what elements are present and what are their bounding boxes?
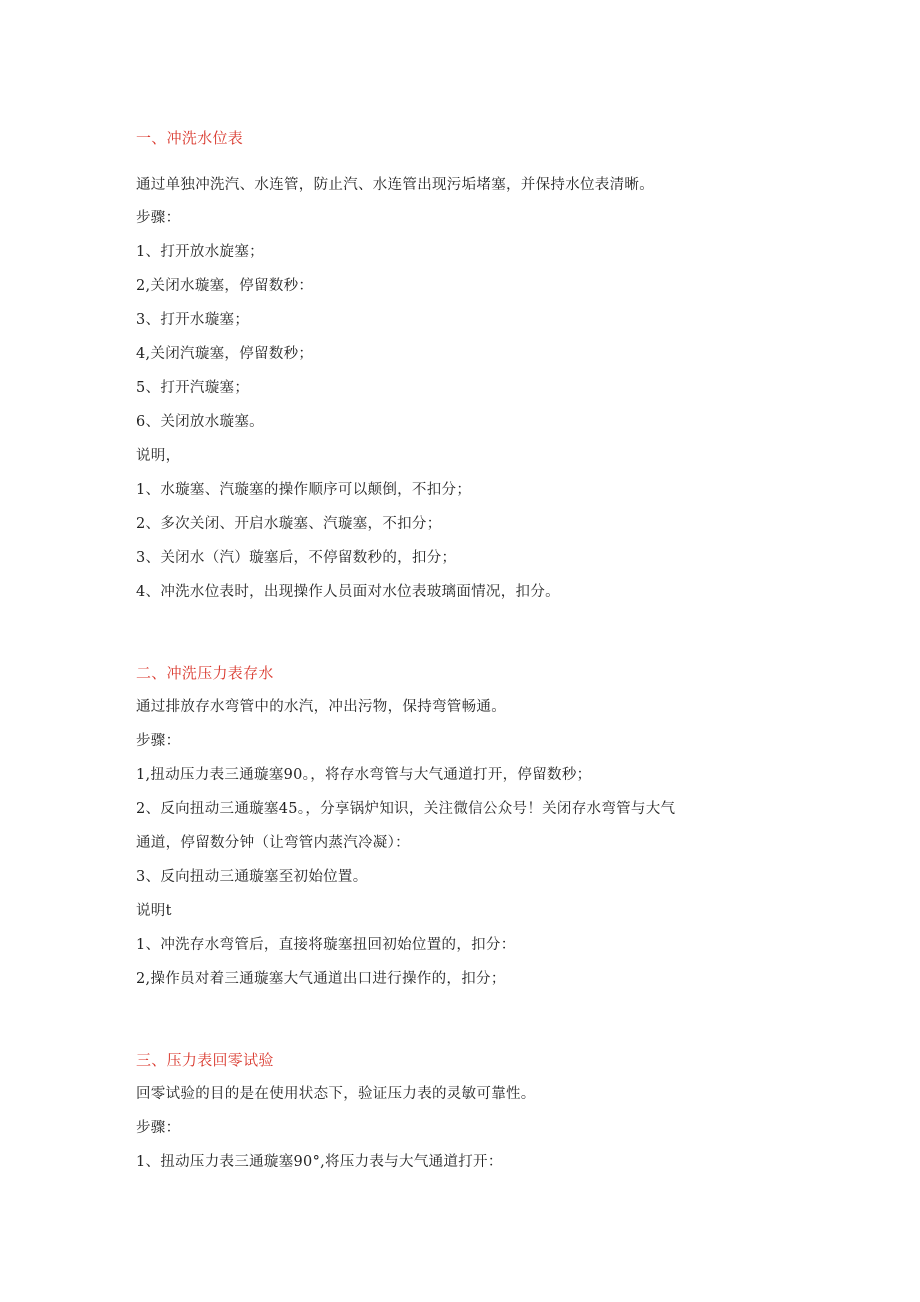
section-1-step: 2,关闭水璇塞，停留数秒： [136,278,314,294]
section-1-step: 4,关闭汽璇塞，停留数秒； [136,346,314,362]
section-2-step: 2、反向扭动三通璇塞45。，分享锅炉知识，关注微信公众号！关闭存水弯管与大气 [136,801,676,817]
section-3-heading: 三、压力表回零试验 [136,1051,274,1069]
section-3-steps-label: 步骤： [136,1120,181,1136]
section-3-intro: 回零试验的目的是在使用状态下，验证压力表的灵敏可靠性。 [136,1086,536,1102]
section-2-step: 3、反向扭动三通璇塞至初始位置。 [136,869,368,885]
section-1-note: 1、水璇塞、汽璇塞的操作顺序可以颠倒，不扣分； [136,482,472,498]
section-1-step: 3、打开水璇塞； [136,312,250,328]
section-1-note: 2、多次关闭、开启水璇塞、汽璇塞，不扣分； [136,516,442,532]
section-1-note: 4、冲洗水位表时，出现操作人员面对水位表玻璃面情况，扣分。 [136,584,560,600]
section-1-step: 5、打开汽璇塞； [136,380,250,396]
section-2-step: 1,扭动压力表三通璇塞90。，将存水弯管与大气通道打开，停留数秒； [136,767,592,783]
section-1-intro: 通过单独冲洗汽、水连管，防止汽、水连管出现污垢堵塞，并保持水位表清晰。 [136,177,654,193]
section-2-heading: 二、冲洗压力表存水 [136,664,274,682]
section-3-step: 1、扭动压力表三通璇塞90°,将压力表与大气通道打开： [136,1154,503,1170]
section-1-steps-label: 步骤： [136,210,181,226]
section-2-step: 通道，停留数分钟（让弯管内蒸汽冷凝）： [136,835,410,851]
section-1-notes-label: 说明， [136,448,181,464]
section-1-heading: 一、冲洗水位表 [136,129,244,147]
section-1-step: 1、打开放水旋塞； [136,244,264,260]
section-2-note: 2,操作员对着三通璇塞大气通道出口进行操作的，扣分； [136,971,506,987]
section-2-steps-label: 步骤： [136,733,181,749]
section-1-step: 6、关闭放水璇塞。 [136,414,264,430]
section-2-notes-label: 说明t [136,903,172,919]
section-1-note: 3、关闭水（汽）璇塞后，不停留数秒的，扣分； [136,550,457,566]
section-2-note: 1、冲洗存水弯管后，直接将璇塞扭回初始位置的，扣分： [136,937,516,953]
section-2-intro: 通过排放存水弯管中的水汽，冲出污物，保持弯管畅通。 [136,699,506,715]
